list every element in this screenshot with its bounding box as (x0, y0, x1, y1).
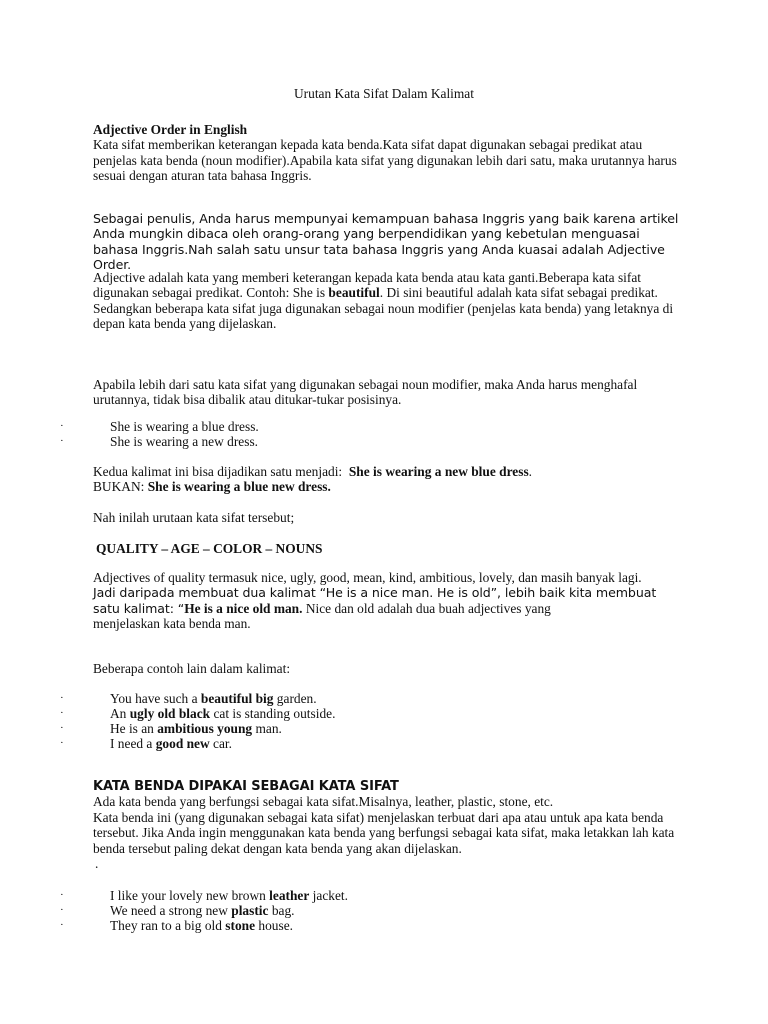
list-item-text: She is wearing a blue dress. (110, 419, 259, 434)
more-than-one-text: Apabila lebih dari satu kata sifat yang digunakan sebagai noun modifier, maka Anda harus menghafal urutannya, tidak bisa dibalik atau ditukar-tukar posisinya. (93, 377, 638, 408)
bullet-icon: · (60, 737, 64, 749)
bullet-icon: · (60, 889, 64, 901)
quality-paragraph: Adjectives of quality termasuk nice, ugly, good, mean, kind, ambitious, lovely, dan masih banyak lagi. Jadi daripada membuat dua kalimat “He is a nice man. He is old”, lebih baik kita membuat satu kalimat: “He is a nice old man. Nice dan old adalah dua buah adjectives yang menjelaskan kata benda man. (93, 570, 683, 632)
section-adjective-order (93, 122, 683, 184)
bullet-icon: · (60, 420, 64, 432)
noun-modifier-paragraph: Sedangkan beberapa kata sifat juga digunakan sebagai noun modifier (penjelas kata benda) yang letaknya di depan kata benda yang dijelaskan. (93, 300, 674, 332)
combine-paragraph: Kedua kalimat ini bisa dijadikan satu menjadi: She is wearing a new blue dress. BUKAN: She is wearing a blue new dress. (93, 464, 533, 495)
section-noun-as-adjective (93, 779, 683, 871)
list-item: · You have such a beautiful big garden. (60, 691, 317, 706)
page-title: Urutan Kata Sifat Dalam Kalimat (294, 86, 474, 101)
section2-line1: Ada kata benda yang berfungsi sebagai kata sifat.Misalnya, leather, plastic, stone, etc. (93, 794, 554, 810)
bukan-label: BUKAN: (93, 479, 148, 495)
order-heading: QUALITY – AGE – COLOR – NOUNS (96, 541, 323, 556)
writer-paragraph (93, 211, 683, 273)
list-item: · They ran to a big old stone house. (60, 918, 293, 933)
adjective-text-after: . Di sini beautiful adalah kata sifat sebagai predikat. (379, 285, 658, 301)
quality-example-line: Jadi daripada membuat dua kalimat “He is a nice man. He is old”, lebih baik kita membuat (93, 585, 657, 601)
adjective-text-before: Adjective adalah kata yang memberi keterangan kepada kata benda atau kata ganti.Beberapa kata sifat digunakan sebagai predikat. Contoh: She is (93, 270, 642, 301)
quality-text: Adjectives of quality termasuk nice, ugly, good, mean, kind, ambitious, lovely, dan masih banyak lagi. (93, 570, 642, 585)
list-item (60, 419, 700, 435)
adjective-paragraph (93, 270, 683, 332)
quality-bold: He is a nice old man. (184, 600, 303, 616)
more-than-one-paragraph (93, 377, 683, 408)
list-item-text: She is wearing a new dress. (110, 434, 259, 449)
list-item (60, 434, 700, 450)
combine-bold: She is wearing a new blue dress (348, 464, 529, 479)
section-heading: KATA BENDA DIPAKAI SEBAGAI KATA SIFAT (93, 779, 399, 794)
writer-paragraph-text: Sebagai penulis, Anda harus mempunyai kemampuan bahasa Inggris yang baik karena artikel Anda mungkin dibaca oleh orang-orang yang berpendidikan yang kebetulan menguasai bahasa Inggris.Nah salah satu unsur tata bahasa Inggris yang Anda kuasai adalah Adjective Order. (93, 211, 679, 273)
bullet-icon: · (60, 692, 64, 704)
intro-paragraph: Kata sifat memberikan keterangan kepada kata benda.Kata sifat dapat digunakan sebagai predikat atau penjelas kata benda (noun modifier).Apabila kata sifat yang digunakan lebih dari satu, maka urutannya harus sesuai dengan aturan tata bahasa Inggris. (93, 137, 677, 184)
examples-intro: Beberapa contoh lain dalam kalimat: (93, 661, 291, 676)
list-item: · He is an ambitious young man. (60, 721, 282, 736)
section2-line2: Kata benda ini (yang digunakan sebagai kata sifat) menjelaskan terbuat dari apa atau untuk apa kata benda tersebut. Jika Anda ingin menggunakan kata benda yang berfungsi sebagai kata sifat, maka letakkan lah kata benda tersebut paling dekat dengan kata benda yang akan dijelaskan. (93, 809, 675, 856)
order-intro: Nah inilah urutaan kata sifat tersebut; (93, 510, 295, 525)
section-heading: Adjective Order in English (93, 122, 248, 137)
bullet-icon: · (60, 722, 64, 734)
stray-dot: . (95, 856, 99, 872)
bullet-icon: · (60, 707, 64, 719)
list-item: · An ugly old black cat is standing outside. (60, 706, 336, 721)
bullet-icon: · (60, 919, 64, 931)
list-item: · We need a strong new plastic bag. (60, 903, 295, 918)
combine-text: Kedua kalimat ini bisa dijadikan satu menjadi: (93, 464, 349, 479)
bullet-icon: · (60, 435, 64, 447)
bukan-bold: She is wearing a blue new dress. (147, 479, 331, 495)
bullet-icon: · (60, 904, 64, 916)
adjective-text-bold: beautiful (328, 285, 380, 301)
list-item: · I need a good new car. (60, 736, 232, 751)
list-item: · I like your lovely new brown leather jacket. (60, 888, 348, 903)
